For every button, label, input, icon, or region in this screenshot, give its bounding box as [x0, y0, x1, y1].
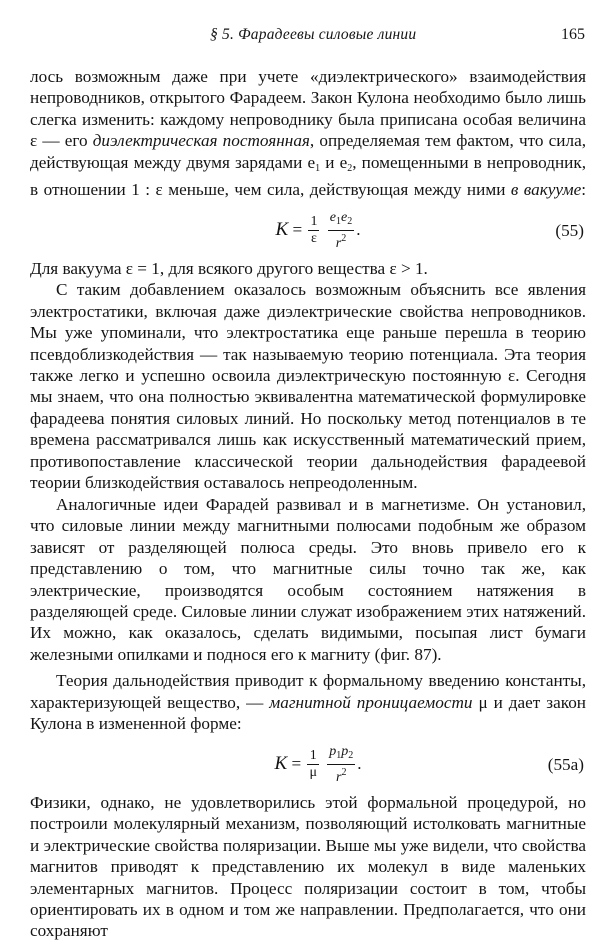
paragraph-4: Аналогичные идеи Фарадей развивал и в магнетизме. Он установил, что силовые линии между магнитными полюсами подобным же образом зависят от разделяющей полюса среды. Это вновь привело его к представлению о том, что магнитные силы точно так же, как электрические, производятся особым состоянием натяжения в разделяющей среде. Силовые линии служат изображением этих натяжений. Их можно, как оказалось, сделать видимыми, посыпая лист бумаги железными опилками и поднося его к магниту (фиг. 87). [30, 494, 586, 664]
subscript: 2 [347, 215, 353, 227]
fraction-numerator [327, 744, 355, 765]
period: . [356, 219, 361, 239]
equation-55 [30, 204, 586, 254]
var: e [329, 209, 336, 225]
fraction-denominator [328, 231, 354, 252]
page-number: 165 [561, 26, 585, 43]
fraction-numerator: 1 [310, 214, 318, 230]
page-header [60, 26, 585, 48]
subscript: 1 [335, 215, 341, 227]
fraction-coefficient [307, 748, 319, 781]
var: p [341, 743, 349, 759]
paragraph-1-text-d: , помещенными в непроводник, в отношении 1 : ε меньше, чем сила, действующая между ними [30, 152, 587, 200]
equation-lhs: K [275, 218, 289, 240]
fraction-denominator: μ [309, 765, 317, 781]
running-title: § 5. Фарадеевы силовые линии [210, 26, 417, 43]
paragraph-5-text-b: μ и дает закон Кулона в измененной форме: [30, 692, 586, 734]
term-in-vacuum: в вакууме [510, 180, 582, 200]
term-magnetic-permeability: магнитной проницаемости [269, 692, 473, 712]
equals-sign: = [292, 219, 303, 239]
equation-55a [30, 738, 586, 788]
equation-number: (55a) [547, 754, 584, 774]
body-text [30, 66, 586, 942]
var: p [329, 743, 337, 759]
fraction-poles [327, 744, 355, 786]
paragraph-5 [30, 670, 586, 734]
subscript: 1 [315, 162, 321, 174]
fraction-denominator [327, 765, 355, 786]
fraction-numerator [328, 210, 354, 231]
subscript: 1 [336, 749, 342, 761]
fraction-denominator: ε [311, 231, 317, 247]
paragraph-1-text-c: и e [320, 152, 348, 172]
fraction-numerator: 1 [307, 748, 319, 765]
fraction-charges [328, 210, 354, 252]
fraction-coefficient [308, 214, 319, 247]
equation-lhs: K [274, 752, 288, 774]
equals-sign: = [291, 753, 302, 773]
paragraph-5-text-a: Теория дальнодействия приводит к формальному введению константы, характеризующей вещество, — [30, 671, 586, 712]
subscript: 2 [348, 749, 354, 761]
var: r [335, 235, 342, 251]
paragraph-1-text-b: , определяемая тем фактом, что сила, действующая между двумя зарядами e [30, 131, 586, 172]
equation-number: (55) [555, 220, 584, 240]
paragraph-3: С таким добавлением оказалось возможным объяснить все явления электростатики, включая даже диэлектрические свойства непроводников. Мы уже упоминали, что электростатика еще раньше перешла в теорию псевдоблизкодействия — так называемую теорию потенциала. Эта теория также легко и успешно освоила диэлектрическую постоянную ε. Сегодня мы знаем, что она полностью эквивалентна математической формулировке фарадеева понятия силовых линий. Но поскольку метод потенциалов в те времена рассматривался лишь как искусственный математический прием, противопоставление классической теории дальнодействия фарадеевой теории близкодействия оставалось непреодоленным. [30, 280, 586, 493]
superscript: 2 [341, 766, 347, 778]
equation-55-expression [275, 210, 360, 252]
period: . [357, 753, 362, 773]
equation-55a-expression [274, 744, 361, 786]
colon: : [581, 180, 586, 200]
paragraph-1-text-a: лось возможным даже при учете «диэлектрического» взаимодействия непроводников, открытого Фарадеем. Закон Кулона необходимо было лишь слегка изменить: каждому непроводнику была приписана особая величина ε — его [30, 67, 586, 151]
paragraph-6: Физики, однако, не удовлетворились этой формальной процедурой, но построили молекулярный механизм, позволяющий истолковать магнитные и электрические свойства поляризации. Выше мы уже видели, что свойства магнитов приводят к представлению их молекул в виде маленьких элементарных магнитов. Процесс поляризации состоит в том, чтобы ориентировать их в одном и том же направлении. Предполагается, что они сохраняют [30, 792, 586, 941]
term-dielectric-constant: диэлектрическая постоянная [92, 131, 310, 151]
paragraph-1 [30, 66, 586, 201]
var: e [340, 209, 348, 225]
superscript: 2 [341, 232, 347, 244]
subscript: 2 [347, 162, 353, 174]
var: r [336, 769, 342, 785]
paragraph-2: Для вакуума ε = 1, для всякого другого вещества ε > 1. [30, 258, 428, 278]
